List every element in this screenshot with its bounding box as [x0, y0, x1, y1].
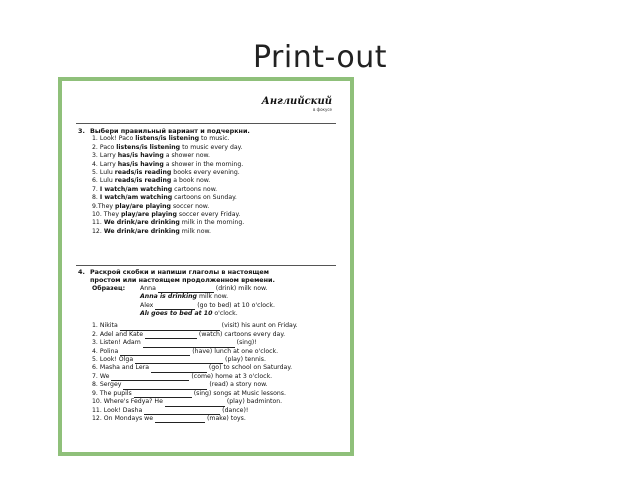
answer-blank [158, 286, 214, 293]
item-text: a shower now. [163, 152, 210, 160]
exercise-3-item [78, 144, 250, 152]
item-text: 10. They [92, 211, 121, 219]
exercise-4-item [78, 356, 298, 364]
answer-blank[interactable] [120, 324, 220, 331]
item-text: (go) to school on Saturday. [206, 364, 293, 372]
item-text: 6. Masha and Lera [92, 364, 151, 372]
exercise-3-heading [78, 127, 250, 135]
sample-answer: Alı goes to bed at 10 [140, 310, 213, 318]
exercise-3-item [78, 186, 250, 194]
item-text: 4. Larry [92, 160, 118, 168]
answer-blank[interactable] [120, 349, 190, 356]
item-text: 8. [92, 194, 100, 202]
item-text: 11. [92, 219, 104, 227]
top-divider [76, 123, 336, 124]
answer-blank[interactable] [155, 416, 205, 423]
verb-options[interactable]: We drink/are drinking [103, 227, 180, 235]
item-text: soccer every Friday. [176, 211, 241, 219]
item-text: cartoons on Sunday. [172, 194, 237, 202]
item-text: (come) home at 3 o'clock. [189, 372, 273, 380]
exercise-4-heading-line2: простом или настоящем продолженном времени. [90, 276, 275, 285]
item-text: (sing)! [234, 339, 257, 347]
item-text: 6. Lulu [92, 177, 115, 185]
item-text: 1. Nikita [92, 322, 120, 330]
exercise-3-heading-text: Выбери правильный вариант и подчеркни. [90, 127, 250, 135]
exercise-4-item [78, 373, 298, 381]
exercise-3-item [78, 177, 250, 185]
item-text: 4. Polina [92, 347, 121, 355]
sample-line-2 [140, 293, 228, 301]
answer-blank[interactable] [165, 400, 225, 407]
item-text: 5. Look! Olga [92, 356, 136, 364]
item-text: to music. [199, 135, 230, 143]
exercise-3-item [78, 169, 250, 177]
verb-options[interactable]: play/are playing [115, 202, 171, 210]
item-text: (watch) cartoons every day. [196, 330, 286, 338]
sample-text: (go to bed) at 10 o'clock. [195, 301, 275, 309]
item-text: (visit) his aunt on Friday. [219, 322, 298, 330]
item-text: 8. Sergey [92, 381, 124, 389]
exercise-3-item [78, 161, 250, 169]
item-text: (have) lunch at one o'clock. [190, 347, 279, 355]
item-text: (dance)! [220, 406, 249, 414]
item-text: 3. Larry [92, 152, 118, 160]
answer-blank[interactable] [143, 341, 235, 348]
item-text: 11. Look! Dasha [92, 406, 145, 414]
exercise-4-heading-line1: Раскрой скобки и напиши глаголы в настоящем [90, 268, 269, 276]
verb-options[interactable]: reads/is reading [114, 177, 172, 185]
exercise-4-item [78, 398, 298, 406]
logo-title: Английский [261, 96, 332, 107]
exercise-4-item [78, 390, 298, 398]
item-text: (make) toys. [205, 414, 246, 422]
item-text: (read) a story now. [207, 381, 268, 389]
item-text: 12. On Mondays we [92, 414, 156, 422]
worksheet [66, 85, 346, 448]
item-text: 7. [92, 185, 100, 193]
exercise-4-items [78, 322, 298, 423]
item-text: 9. The pupils [92, 389, 134, 397]
verb-options[interactable]: has/is having [117, 160, 164, 168]
item-text: milk now. [179, 227, 211, 235]
answer-blank[interactable] [123, 383, 207, 390]
exercise-3-number: 3. [78, 127, 85, 135]
answer-blank [155, 303, 195, 310]
exercise-3-item [78, 135, 250, 143]
slide-title: Print-out [252, 40, 388, 75]
sample-text: (drink) milk now. [213, 284, 268, 292]
answer-blank[interactable] [111, 374, 189, 381]
item-text: to music every day. [180, 143, 243, 151]
exercise-4-item [78, 381, 298, 389]
verb-options[interactable]: listens/is listening [135, 135, 200, 143]
verb-options[interactable]: reads/is reading [114, 169, 172, 177]
exercise-3-item [78, 211, 250, 219]
exercise-3-item [78, 194, 250, 202]
verb-options[interactable]: We drink/are drinking [103, 219, 180, 227]
exercise-4-item [78, 339, 298, 347]
sample-answer: is drinking [159, 293, 197, 301]
logo-subtitle: в фокусе [313, 107, 332, 112]
item-text: a shower in the morning. [163, 160, 244, 168]
exercise-3-item [78, 219, 250, 227]
answer-blank[interactable] [144, 408, 220, 415]
item-text: 1. Look! Paco [92, 135, 136, 143]
exercise-3-item [78, 203, 250, 211]
item-text: milk in the morning. [179, 219, 245, 227]
printout-frame [58, 77, 354, 456]
book-logo [262, 91, 332, 112]
verb-options[interactable]: I watch/am watching [99, 185, 173, 193]
item-text: 2. Adel and Kate [92, 330, 145, 338]
exercise-4 [78, 268, 298, 423]
exercise-4-item [78, 407, 298, 415]
item-text: 10. Where's Fedya? He [92, 398, 165, 406]
item-text: 7. We [92, 372, 112, 380]
verb-options[interactable]: listens/is listening [116, 143, 181, 151]
item-text: (play) badminton. [224, 398, 283, 406]
exercise-4-item [78, 331, 298, 339]
sample-answer: Anna [140, 293, 160, 301]
item-text: (sing) songs at Music lessons. [191, 389, 286, 397]
item-text: 3. Listen! Adam [92, 339, 143, 347]
item-text: soccer now. [170, 202, 210, 210]
exercise-4-number: 4. [78, 268, 85, 276]
exercise-4-item [78, 348, 298, 356]
item-text: 12. [92, 227, 104, 235]
answer-blank[interactable] [134, 391, 192, 398]
sample-line-3 [140, 302, 275, 310]
exercise-3 [78, 127, 250, 236]
sample-text: o'clock. [212, 310, 238, 318]
exercise-3-item [78, 152, 250, 160]
exercise-4-item [78, 415, 298, 423]
sample-line-4 [140, 310, 238, 318]
answer-blank[interactable] [151, 366, 207, 373]
verb-options[interactable]: play/are playing [120, 211, 177, 219]
verb-options[interactable]: has/is having [117, 152, 164, 160]
item-text: (play) tennis. [223, 356, 266, 364]
item-text: cartoons now. [172, 185, 218, 193]
verb-options[interactable]: I watch/am watching [99, 194, 173, 202]
exercise-3-items [78, 135, 250, 236]
sample-text: Alex [140, 301, 156, 309]
answer-blank[interactable] [135, 357, 223, 364]
item-text: 9.They [92, 202, 116, 210]
sample-block [78, 285, 298, 319]
exercise-4-heading [78, 268, 298, 285]
item-text: books every evening. [171, 169, 240, 177]
exercise-3-item [78, 228, 250, 236]
item-text: 5. Lulu [92, 169, 115, 177]
exercise-4-item [78, 322, 298, 330]
item-text: a book now. [171, 177, 211, 185]
sample-text: Anna [140, 284, 158, 292]
sample-label: Образец: [92, 284, 126, 292]
item-text: 2. Paco [92, 143, 117, 151]
middle-divider [76, 265, 336, 266]
sample-text: milk now. [196, 293, 229, 301]
sample-line-1 [140, 285, 267, 293]
answer-blank[interactable] [145, 332, 197, 339]
exercise-4-item [78, 364, 298, 372]
